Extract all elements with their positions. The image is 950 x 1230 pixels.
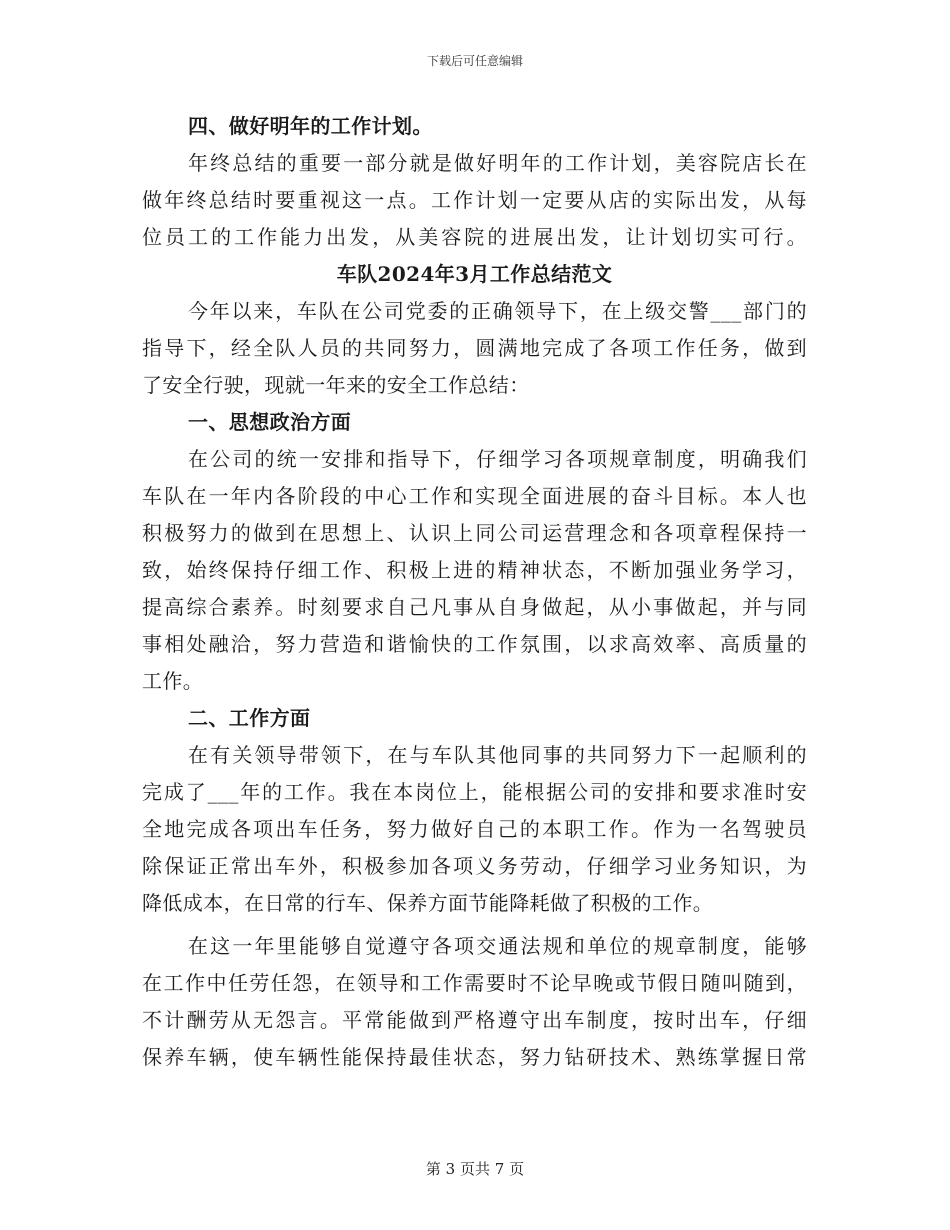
page-header: 下载后可任意编辑 (426, 54, 523, 68)
paragraph-line: 了安全行驶，现就一年来的安全工作总结： (142, 373, 530, 397)
paragraph-line: 指导下，经全队人员的共同努力，圆满地完成了各项工作任务，做到 (142, 336, 807, 360)
paragraph-line: 积极努力的做到在思想上、认识上同公司运营理念和各项章程保持一 (142, 521, 807, 545)
page-footer: 第 3 页共 7 页 (425, 1160, 525, 1178)
paragraph-line: 提高综合素养。时刻要求自己凡事从自身做起，从小事做起，并与同 (142, 595, 807, 619)
paragraph-line: 降低成本，在日常的行车、保养方面节能降耗做了积极的工作。 (142, 891, 714, 915)
paragraph-line: 做年终总结时要重视这一点。工作计划一定要从店的实际出发，从每 (142, 188, 807, 212)
paragraph-line: 在公司的统一安排和指导下，仔细学习各项规章制度，明确我们 (188, 447, 807, 471)
section-heading: 二、工作方面 (188, 706, 311, 730)
paragraph-line: 在有关领导带领下，在与车队其他同事的共同努力下一起顺利的 (188, 743, 807, 767)
paragraph-line: 事相处融洽，努力营造和谐愉快的工作氛围，以求高效率、高质量的 (142, 632, 807, 656)
paragraph-line: 保养车辆，使车辆性能保持最佳状态，努力钻研技术、熟练掌握日常 (142, 1045, 807, 1069)
paragraph-line: 位员工的工作能力出发，从美容院的进展出发，让计划切实可行。 (142, 225, 807, 249)
section-heading: 一、思想政治方面 (188, 410, 352, 434)
paragraph-line: 今年以来，车队在公司党委的正确领导下，在上级交警___部门的 (188, 299, 807, 323)
paragraph-line: 年终总结的重要一部分就是做好明年的工作计划，美容院店长在 (188, 151, 807, 175)
section-heading: 车队2024年3月工作总结范文 (336, 262, 613, 286)
paragraph-line: 致，始终保持仔细工作、积极上进的精神状态，不断加强业务学习， (142, 558, 807, 582)
paragraph-line: 不计酬劳从无怨言。平常能做到严格遵守出车制度，按时出车，仔细 (142, 1008, 807, 1032)
paragraph-line: 在这一年里能够自觉遵守各项交通法规和单位的规章制度，能够 (188, 934, 807, 958)
paragraph-line: 除保证正常出车外，积极参加各项义务劳动，仔细学习业务知识，为 (142, 854, 807, 878)
document-body (142, 108, 807, 1076)
paragraph-line: 完成了___年的工作。我在本岗位上，能根据公司的安排和要求准时安 (142, 780, 807, 804)
section-heading: 四、做好明年的工作计划。 (188, 114, 433, 138)
paragraph-line: 工作。 (142, 669, 204, 693)
paragraph-line: 在工作中任劳任怨，在领导和工作需要时不论早晚或节假日随叫随到， (142, 971, 807, 995)
paragraph-line: 车队在一年内各阶段的中心工作和实现全面进展的奋斗目标。本人也 (142, 484, 807, 508)
paragraph-line: 全地完成各项出车任务，努力做好自己的本职工作。作为一名驾驶员 (142, 817, 807, 841)
